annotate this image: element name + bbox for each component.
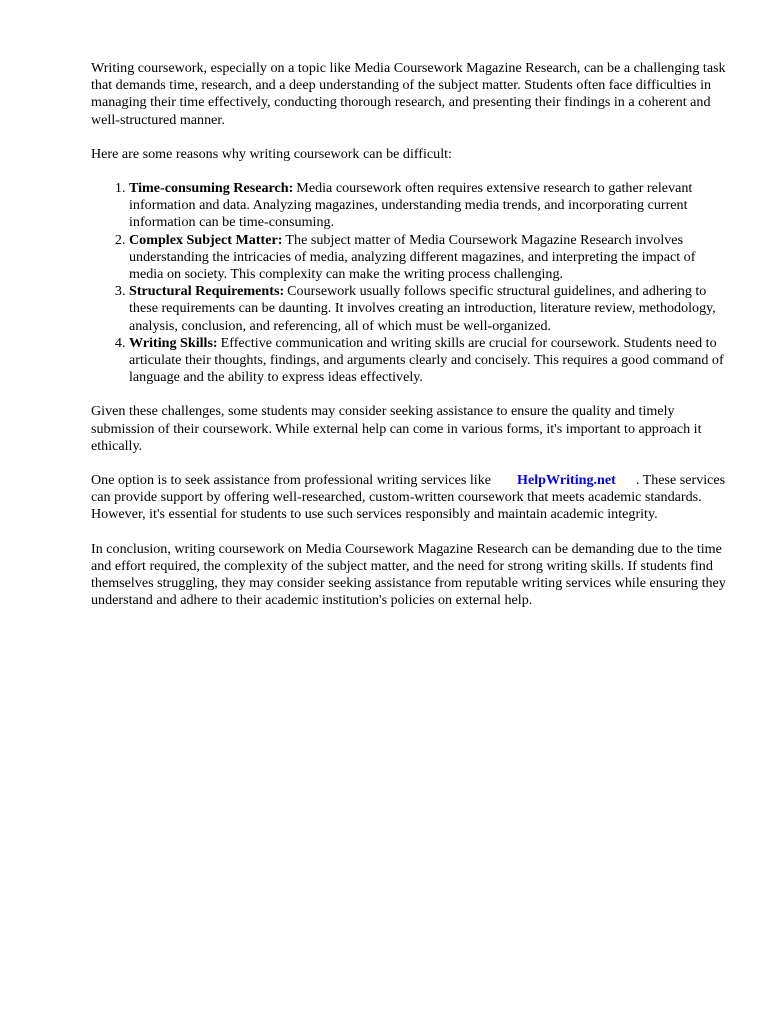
challenges-paragraph: Given these challenges, some students may consider seeking assistance to ensure the quality and timely submission of their coursework. While external help can come in various forms, it's important to approach it ethically. — [91, 403, 702, 454]
reason-text: The subject matter of Media Coursework Magazine Research involves understanding the intricacies of media, analyzing different magazines, and interpreting the impact of media on society. This complexity can make the writing process challenging. — [129, 231, 696, 283]
document-page — [91, 60, 731, 626]
option-paragraph — [91, 472, 731, 524]
list-item — [129, 283, 731, 335]
intro-paragraph: Writing coursework, especially on a topic like Media Coursework Magazine Research, can be a challenging task that demands time, research, and a deep understanding of the subject matter. Students often face difficulties in managing their time effectively, conducting thorough research, and presenting their findings in a coherent and well-structured manner. — [91, 60, 726, 128]
conclusion-paragraph: In conclusion, writing coursework on Media Coursework Magazine Research can be demanding due to the time and effort required, the complexity of the subject matter, and the need for strong writing skills. If students find themselves struggling, they may consider seeking assistance from reputable writing services while ensuring they understand and adhere to their academic institution's policies on external help. — [91, 540, 726, 609]
option-text-before: One option is to seek assistance from professional writing services like — [91, 472, 492, 489]
reason-title: Time-consuming Research: — [129, 180, 294, 197]
option-text-after: . These services can provide support by offering well-researched, custom-written coursework that meets academic standards. However, it's essential for students to use such services responsibly and maintain academic integrity. — [91, 472, 726, 523]
reason-text: Media coursework often requires extensive research to gather relevant information and data. Analyzing magazines, understanding media trends, and incorporating current information can be time-consuming. — [129, 180, 693, 231]
reason-text: Effective communication and writing skills are crucial for coursework. Students need to articulate their thoughts, findings, and arguments clearly and concisely. This requires a good command of language and the ability to express ideas effectively. — [129, 334, 724, 386]
list-item — [129, 180, 731, 232]
list-item — [129, 232, 731, 284]
reason-title: Structural Requirements: — [129, 283, 285, 300]
reason-title: Writing Skills: — [129, 334, 218, 351]
reasons-list — [91, 180, 731, 386]
reason-text: Coursework usually follows specific structural guidelines, and adhering to these requirements can be daunting. It involves creating an introduction, literature review, methodology, analysis, conclusion, and referencing, all of which must be well-organized. — [129, 283, 716, 334]
list-item — [129, 335, 731, 387]
reasons-lead: Here are some reasons why writing coursework can be difficult: — [91, 145, 452, 162]
reason-title: Complex Subject Matter: — [129, 231, 283, 248]
helpwriting-link[interactable]: HelpWriting.net — [517, 472, 616, 489]
